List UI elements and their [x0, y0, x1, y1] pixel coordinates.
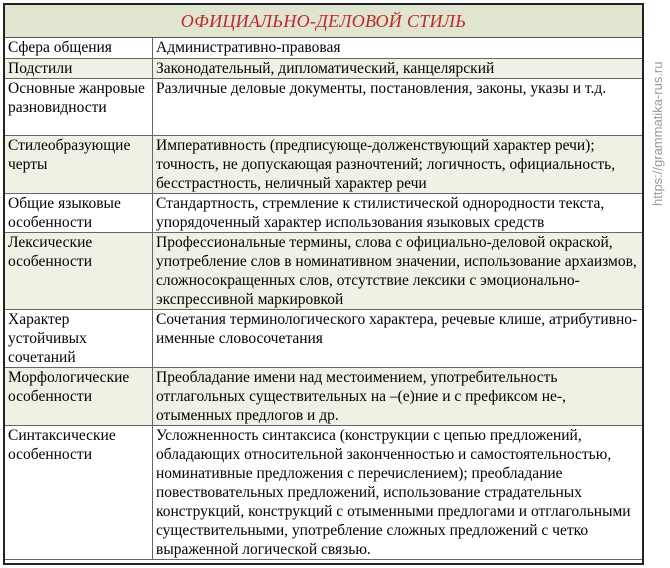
- row-label: Подстили: [5, 58, 153, 78]
- row-value: Административно-правовая: [153, 38, 643, 58]
- row-label: Синтаксические особенности: [5, 425, 153, 559]
- table-row: [5, 58, 642, 78]
- table-row: [5, 193, 642, 232]
- row-value: Императивность (предписующе-долженствующий характер речи); точность, не допускающая разночтений; логичность, официальность, бесстрастность, неличный характер речи: [153, 135, 643, 193]
- row-value: Профессиональные термины, слова с официально-деловой окраской, употребление слов в номинативном значении, использование архаизмов, сложносокращенных слов, отсутствие лексики с эмоционально-экспрессивной маркировкой: [153, 232, 643, 309]
- row-value: Различные деловые документы, постановления, законы, указы и т.д.: [153, 78, 643, 135]
- row-label: Основные жанровые разновидности: [5, 78, 153, 135]
- row-value: Законодательный, дипломатический, канцелярский: [153, 58, 643, 78]
- table-row: [5, 135, 642, 193]
- table-row: [5, 78, 642, 135]
- row-label: Лексические особенности: [5, 232, 153, 309]
- table-row: [5, 232, 642, 309]
- row-value: Стандартность, стремление к стилистической однородности текста, упорядоченный характер использования языковых средств: [153, 193, 643, 232]
- table-row: [5, 38, 642, 58]
- row-value: Сочетания терминологического характера, речевые клише, атрибутивно-именные словосочетания: [153, 309, 643, 367]
- table-title: ОФИЦИАЛЬНО-ДЕЛОВОЙ СТИЛЬ: [5, 5, 642, 38]
- row-label: Морфологические особенности: [5, 367, 153, 425]
- row-value: Преобладание имени над местоимением, употребительность отглагольных существительных на –(е)ние и с префиксом не-, отыменных предлогов и др.: [153, 367, 643, 425]
- site-watermark: https://grammatika-rus.ru: [650, 61, 665, 206]
- table-row: [5, 367, 642, 425]
- row-label: Сфера общения: [5, 38, 153, 58]
- row-value: Усложненность синтаксиса (конструкции с цепью предложений, обладающих относительной законченностью и самостоятельностью, номинативные предложения с перечислением); преобладание повествовательных предложений, использование страдательных конструкций, конструкций с отыменными предлогами и отглагольными существительными, употребление сложных предложений с четко выраженной логической связью.: [153, 425, 643, 559]
- row-label: Общие языковые особенности: [5, 193, 153, 232]
- row-label: Характер устойчивых сочетаний: [5, 309, 153, 367]
- row-label: Стилеобразующие черты: [5, 135, 153, 193]
- table-row: [5, 309, 642, 367]
- style-table: [5, 38, 642, 560]
- table-row: [5, 425, 642, 559]
- style-table-frame: [3, 3, 644, 565]
